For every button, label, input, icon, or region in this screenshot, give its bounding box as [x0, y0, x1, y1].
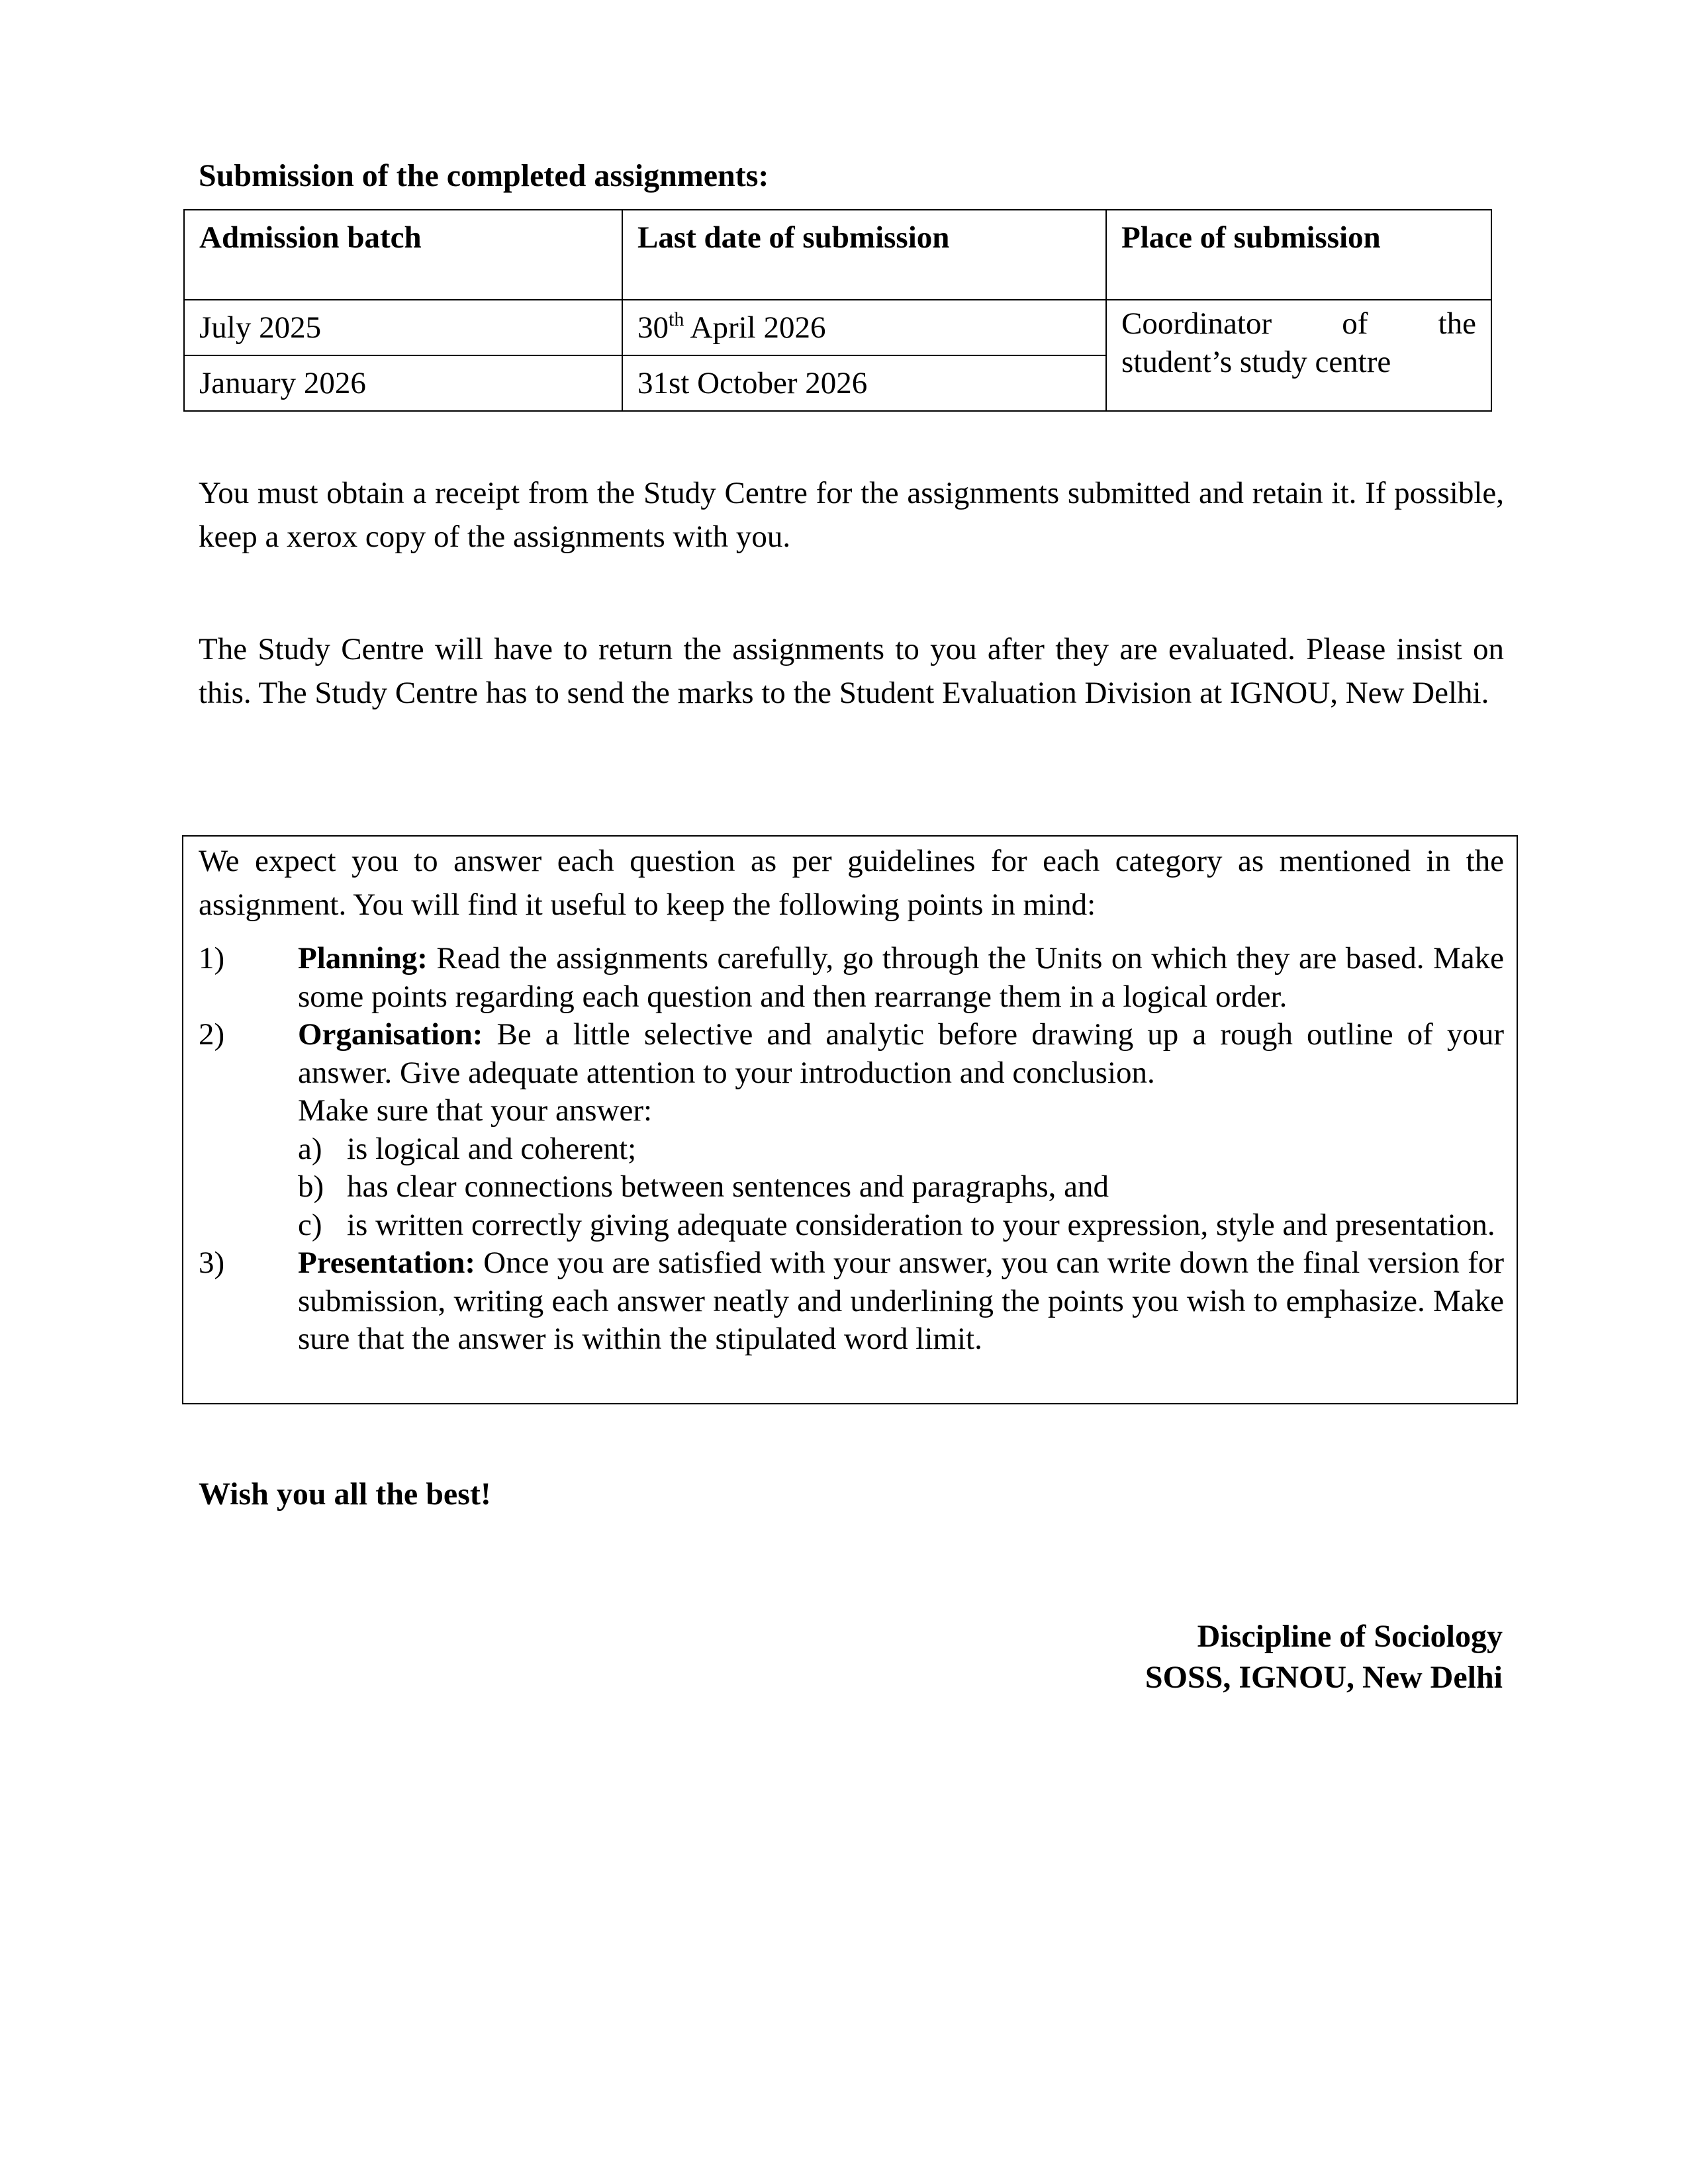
item-body	[298, 940, 1504, 1016]
item-number: 2)	[199, 1017, 225, 1052]
guidelines-content	[199, 835, 1504, 1359]
place-word-2: of	[1342, 306, 1368, 341]
item-title: Planning:	[298, 941, 428, 976]
item-title: Organisation:	[298, 1017, 483, 1052]
item-text: Once you are satisfied with your answer, you can write down the final version for submission, writing each answer neatly and underlining the points you wish to emphasize. Make sure that the answer is within the stipulated word limit.	[298, 1246, 1504, 1356]
item-text: Be a little selective and analytic before drawing up a rough outline of your answer. Give adequate attention to your introduction and conclusion.	[298, 1017, 1504, 1090]
date-number: 30	[637, 310, 669, 345]
receipt-paragraph: You must obtain a receipt from the Study Centre for the assignments submitted and retain it. If possible, keep a xerox copy of the assignments with you.	[199, 476, 1504, 554]
item-body	[298, 1016, 1504, 1244]
sub-text: is logical and coherent;	[347, 1131, 637, 1166]
cell-batch: January 2026	[184, 355, 622, 411]
sub-text: is written correctly giving adequate consideration to your expression, style and presentation.	[347, 1207, 1495, 1242]
header-last-date: Last date of submission	[622, 210, 1106, 300]
list-item	[298, 1130, 1504, 1169]
header-admission-batch: Admission batch	[184, 210, 622, 300]
place-line-2: student’s study centre	[1121, 345, 1391, 379]
section-heading: Submission of the completed assignments:	[199, 158, 769, 193]
place-line-1	[1121, 304, 1476, 343]
item-number: 3)	[199, 1246, 225, 1280]
guideline-item-presentation	[199, 1244, 1504, 1359]
return-paragraph: The Study Centre will have to return the assignments to you after they are evaluated. Please insist on this. The Study Centre has to send the marks to the Student Evaluation Division at IGNOU, New Delhi.	[199, 632, 1504, 710]
guideline-item-organisation	[199, 1016, 1504, 1244]
table-row	[184, 300, 1491, 355]
header-place: Place of submission	[1106, 210, 1491, 300]
table-header-row	[184, 210, 1491, 300]
cell-date	[622, 300, 1106, 355]
cell-batch: July 2025	[184, 300, 622, 355]
date-ordinal: th	[669, 308, 684, 330]
place-word-1: Coordinator	[1121, 306, 1272, 341]
guidelines-intro: We expect you to answer each question as per guidelines for each category as mentioned in the assignment. You will find it useful to keep the following points in mind:	[199, 844, 1504, 922]
submission-table	[183, 209, 1492, 412]
closing-line: Wish you all the best!	[199, 1477, 491, 1512]
place-word-3: the	[1438, 306, 1476, 341]
signoff	[1145, 1616, 1503, 1698]
signoff-line-2: SOSS, IGNOU, New Delhi	[1145, 1660, 1503, 1695]
signoff-line-1: Discipline of Sociology	[1197, 1619, 1503, 1654]
sub-letter: c)	[298, 1207, 322, 1242]
item-paragraph	[298, 1016, 1504, 1092]
list-item	[298, 1206, 1504, 1245]
date-rest: April 2026	[684, 310, 826, 345]
item-number: 1)	[199, 941, 225, 976]
item-body	[298, 1244, 1504, 1359]
sub-text: has clear connections between sentences and paragraphs, and	[347, 1169, 1109, 1204]
item-lead: Make sure that your answer:	[298, 1093, 653, 1128]
cell-date: 31st October 2026	[622, 355, 1106, 411]
sub-letter: b)	[298, 1169, 324, 1204]
guideline-item-planning	[199, 940, 1504, 1016]
item-title: Presentation:	[298, 1246, 476, 1280]
cell-place	[1106, 300, 1491, 411]
sub-list	[298, 1130, 1504, 1245]
item-text: Read the assignments carefully, go through the Units on which they are based. Make some points regarding each question and then rearrange them in a logical order.	[298, 941, 1504, 1014]
sub-letter: a)	[298, 1131, 322, 1166]
list-item	[298, 1168, 1504, 1206]
